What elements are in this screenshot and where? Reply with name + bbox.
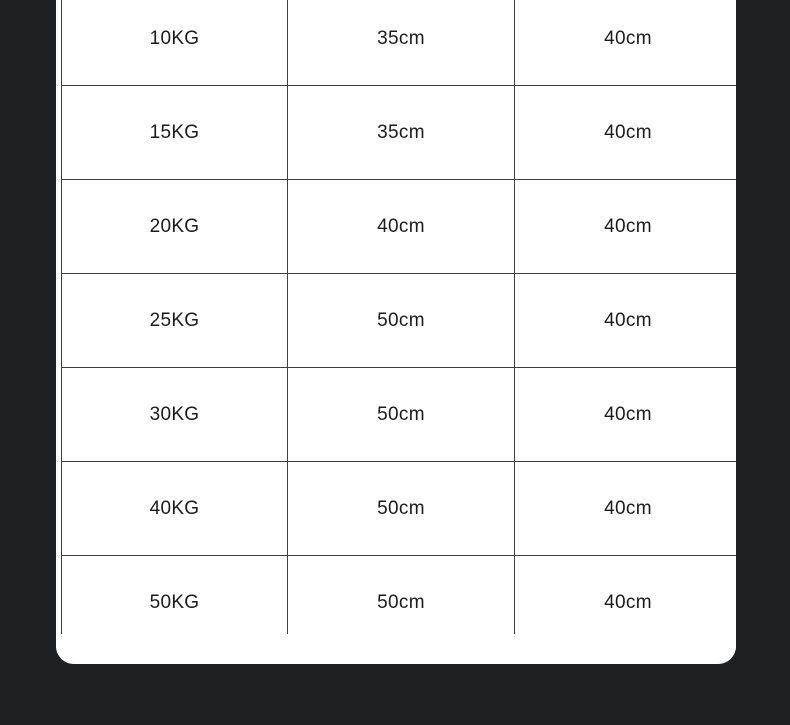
cell-dimension-b: 40cm [515,0,737,86]
cell-weight: 30KG [62,368,288,462]
cell-dimension-b: 40cm [515,86,737,180]
cell-dimension-a: 35cm [288,86,515,180]
table-row [62,180,737,274]
cell-weight: 40KG [62,462,288,556]
cell-dimension-a: 50cm [288,462,515,556]
cell-weight: 25KG [62,274,288,368]
cell-dimension-b: 40cm [515,462,737,556]
cell-dimension-a: 35cm [288,0,515,86]
cell-dimension-a: 40cm [288,180,515,274]
cell-dimension-b: 40cm [515,180,737,274]
table-row [62,368,737,462]
spec-card [56,0,736,664]
table-row [62,462,737,556]
table-row [62,86,737,180]
cell-weight: 10KG [62,0,288,86]
specification-table [61,0,736,650]
table-row [62,0,737,86]
card-bottom-padding [56,634,736,664]
cell-weight: 15KG [62,86,288,180]
cell-dimension-b: 40cm [515,556,737,650]
cell-dimension-a: 50cm [288,556,515,650]
table-row [62,274,737,368]
cell-dimension-b: 40cm [515,274,737,368]
cell-weight: 20KG [62,180,288,274]
cell-dimension-a: 50cm [288,368,515,462]
cell-dimension-a: 50cm [288,274,515,368]
cell-dimension-b: 40cm [515,368,737,462]
cell-weight: 50KG [62,556,288,650]
